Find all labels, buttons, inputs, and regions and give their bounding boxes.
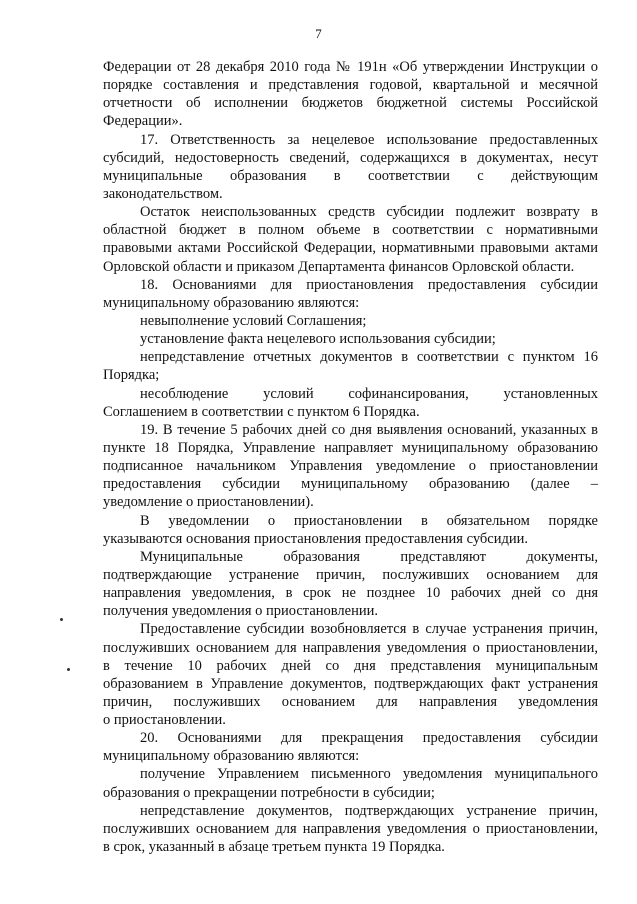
text-line: Федерации от 28 декабря 2010 года № 191н «Об утверждении Инструкции о [103,59,598,75]
scan-speck [67,668,70,671]
text-line: муниципальные образования в соответствии с действующим [103,167,598,184]
text-line: получения уведомления о приостановлении. [103,603,378,620]
text-line: Муниципальные образования представляют документы, [140,548,598,565]
text-line: муниципальному образованию являются: [103,748,360,765]
text-line: Предоставление субсидии возобновляется в случае устранения причин, [140,621,598,638]
text-line: о приостановлении. [103,712,226,729]
text-line: Соглашением в соответствии с пунктом 6 Порядка. [103,403,420,420]
text-line: 17. Ответственность за нецелевое использование предоставленных [140,131,598,148]
text-line: 18. Основаниями для приостановления предоставления субсидии [140,276,598,293]
text-line: уведомление о приостановлении). [103,494,314,511]
text-line: 19. В течение 5 рабочих дней со дня выявления оснований, указанных в [140,421,598,438]
text-line: несоблюдение условий софинансирования, установленных [140,385,598,402]
text-line: подписанное начальником Управления уведомление о приостановлении [103,458,598,475]
text-line: Федерации». [103,113,183,130]
text-line: предоставления субсидии муниципальному образованию (далее – [103,476,598,493]
text-line: законодательством. [103,185,223,202]
text-line: послуживших основанием для направления уведомления о приостановлении, [103,820,598,837]
text-line: муниципальному образованию являются: [103,294,360,311]
text-line: Порядка; [103,367,160,384]
text-line: установление факта нецелевого использования субсидии; [140,331,496,348]
text-line: областной бюджет в полном объеме в соответствии с нормативными [103,222,598,239]
text-line: субсидий, недостоверность сведений, содержащихся в документах, несут [103,149,598,166]
text-line: 20. Основаниями для прекращения предоставления субсидии [140,730,598,747]
text-line: непредставление документов, подтверждающих устранение причин, [140,802,598,819]
text-line: подтверждающие устранение причин, послуживших основанием для [103,566,598,583]
text-line: правовыми актами Российской Федерации, нормативными правовыми актами [103,240,598,257]
text-line: порядке составления и представления годовой, квартальной и месячной [103,77,598,94]
text-line: получение Управлением письменного уведомления муниципального [140,766,598,783]
text-line: отчетности об исполнении бюджетов бюджетной системы Российской [103,95,598,112]
text-line: Остаток неиспользованных средств субсидии подлежит возврату в [140,204,598,221]
text-line: указываются основания приостановления предоставления субсидии. [103,530,529,547]
page-number: 7 [315,26,322,41]
text-line: В уведомлении о приостановлении в обязательном порядке [140,512,598,529]
scan-speck [60,618,63,621]
document-body [103,58,598,856]
text-line: образованием в Управление документов, подтверждающих факт устранения [103,675,598,692]
text-line: непредставление отчетных документов в соответствии с пунктом 16 [140,349,598,366]
text-line: причин, послуживших основанием для направления уведомления [103,693,598,710]
text-line: в срок, указанный в абзаце третьем пункта 19 Порядка. [103,839,445,856]
text-line: в течение 10 рабочих дней со дня представления муниципальным [103,657,598,674]
text-line: Орловской области и приказом Департамента финансов Орловской области. [103,258,575,275]
text-line: образования о прекращении потребности в субсидии; [103,784,435,801]
text-line: направления уведомления, в срок не позднее 10 рабочих дней со дня [103,585,598,602]
text-line: пункте 18 Порядка, Управление направляет муниципальному образованию [103,439,598,456]
text-line: невыполнение условий Соглашения; [140,312,367,329]
text-line: послуживших основанием для направления уведомления о приостановлении, [103,639,598,656]
